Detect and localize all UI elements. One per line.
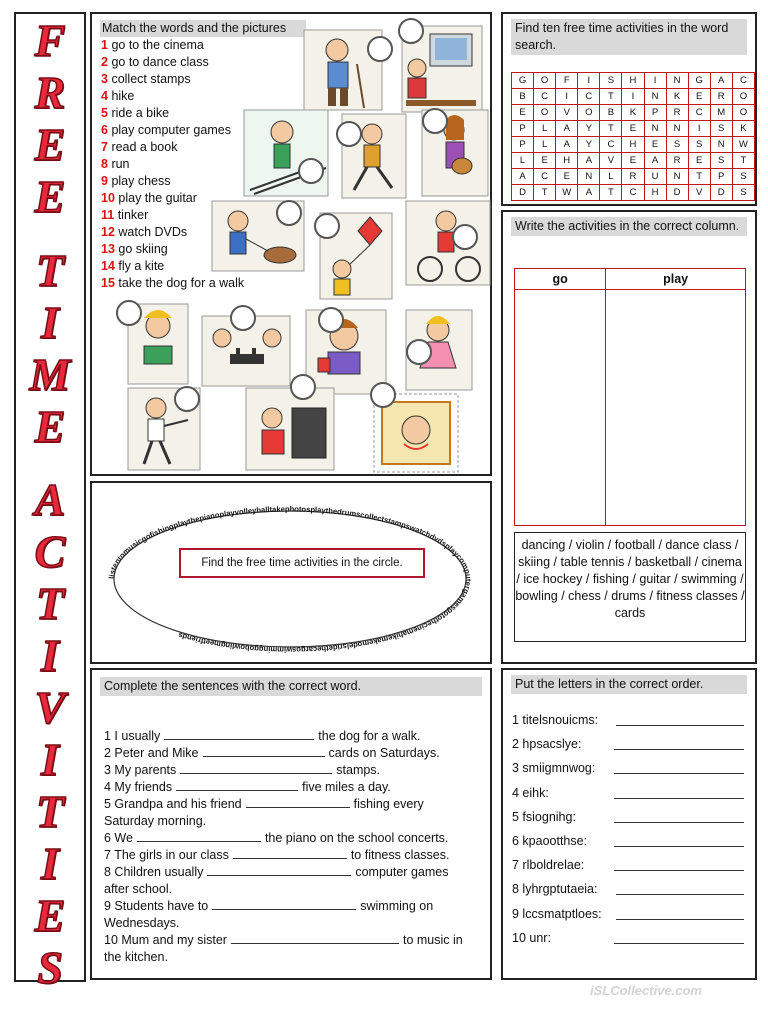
picture-row-1 — [302, 24, 492, 114]
grid-letter[interactable]: N — [666, 73, 688, 89]
circle-instruction: Find the free time activities in the circle. — [179, 548, 425, 578]
activity-text: play chess — [111, 174, 171, 188]
activity-number: 8 — [101, 157, 108, 171]
grid-letter[interactable]: T — [600, 89, 622, 105]
grid-letter[interactable]: S — [710, 153, 732, 169]
sentence — [104, 728, 420, 745]
grid-letter[interactable]: D — [512, 185, 534, 201]
grid-letter[interactable]: O — [578, 105, 600, 121]
sentence-end: the piano on the school concerts. — [264, 831, 449, 845]
sentence-continuation: Saturday morning. — [104, 814, 207, 828]
activity-text: run — [111, 157, 130, 171]
grid-letter[interactable]: R — [622, 169, 644, 185]
title-letter: I — [41, 297, 59, 348]
activity-item — [101, 88, 244, 105]
sentence-start: 7 The girls in our class — [104, 848, 229, 862]
grid-letter[interactable]: Y — [578, 121, 600, 137]
answer-circle[interactable] — [406, 339, 432, 365]
sentence — [104, 762, 380, 779]
grid-letter[interactable]: I — [578, 73, 600, 89]
sentence — [104, 830, 448, 847]
activity-text: watch DVDs — [118, 225, 188, 239]
scrambled-word: 10 unr: — [512, 930, 551, 945]
answer-blank[interactable] — [180, 762, 332, 774]
sentence-end: computer games — [355, 865, 449, 879]
grid-letter[interactable]: C — [534, 89, 556, 105]
grid-letter[interactable]: E — [534, 153, 556, 169]
grid-letter[interactable]: O — [534, 105, 556, 121]
play-column-header: play — [606, 269, 746, 290]
activity-item — [101, 139, 244, 156]
answer-blank[interactable] — [203, 745, 325, 757]
grid-letter[interactable]: I — [622, 89, 644, 105]
picture-row-3 — [210, 199, 492, 304]
grid-letter[interactable]: A — [512, 169, 534, 185]
grid-letter[interactable]: C — [622, 185, 644, 201]
grid-letter[interactable]: N — [644, 89, 666, 105]
answer-blank[interactable] — [233, 847, 347, 859]
svg-text:listentomusicgofishingplaythep — [107, 504, 473, 654]
answer-blank[interactable] — [207, 864, 351, 876]
word-bank: dancing / violin / football / dance class / skiing / table tennis / basketball / cinema / ice hockey / fishing / guitar / swimming / bowling / chess / drums / fitness classes / cards — [514, 532, 746, 642]
title-letter: M — [29, 349, 71, 400]
activity-number: 10 — [101, 191, 115, 205]
vertical-title — [14, 12, 86, 993]
grid-letter[interactable]: S — [732, 185, 754, 201]
go-column-header: go — [515, 269, 606, 290]
grid-letter[interactable]: L — [534, 121, 556, 137]
sentence — [104, 847, 449, 864]
sentence — [104, 898, 433, 932]
match-exercise — [90, 12, 492, 476]
match-instruction: Match the words and the pictures — [100, 20, 306, 37]
grid-letter[interactable]: G — [512, 73, 534, 89]
grid-letter[interactable]: E — [512, 105, 534, 121]
grid-letter[interactable]: O — [732, 105, 754, 121]
activity-item — [101, 105, 244, 122]
grid-letter[interactable]: B — [512, 89, 534, 105]
unscramble-item — [512, 712, 744, 729]
activity-number: 2 — [101, 55, 108, 69]
answer-circle[interactable] — [336, 121, 362, 147]
sentence — [104, 796, 424, 830]
sentence-start: 5 Grandpa and his friend — [104, 797, 242, 811]
grid-letter[interactable]: I — [556, 89, 578, 105]
grid-letter[interactable]: K — [732, 121, 754, 137]
sentence-end: to music in — [402, 933, 463, 947]
title-letter: E — [34, 119, 66, 170]
grid-letter[interactable]: L — [600, 169, 622, 185]
grid-letter[interactable]: D — [666, 185, 688, 201]
activity-item — [101, 122, 244, 139]
unscramble-item — [512, 785, 744, 802]
grid-letter[interactable]: A — [644, 153, 666, 169]
scrambled-word: 9 lccsmatptloes: — [512, 906, 602, 921]
columns-instruction: Write the activities in the correct column. — [511, 217, 747, 236]
sentence-start: 4 My friends — [104, 780, 173, 794]
sentence-end: stamps. — [336, 763, 381, 777]
scrambled-word: 6 kpaootthse: — [512, 834, 588, 848]
title-letter: F — [34, 15, 66, 66]
activity-item — [101, 71, 244, 88]
circle-exercise — [90, 481, 492, 664]
grid-letter[interactable]: M — [710, 105, 732, 121]
circle-letters: listentomusicgofishingplaythepianoplayvolleyballtakephotosplaythedrumscollectstampswatchdvdsplaycomputergamesgotothecinemahikemakemodelsridethecargoswimminggobowlingmeetfriends — [106, 504, 474, 655]
activity-number: 7 — [101, 140, 108, 154]
grid-letter[interactable]: C — [578, 89, 600, 105]
unscramble-instruction: Put the letters in the correct order. — [511, 675, 747, 694]
title-letter: A — [34, 474, 66, 525]
unscramble-item — [512, 906, 744, 923]
grid-letter[interactable]: A — [556, 121, 578, 137]
play-column-cell[interactable] — [606, 290, 746, 526]
title-letter: T — [35, 578, 65, 629]
answer-line[interactable] — [614, 846, 744, 847]
title-letter: I — [41, 734, 59, 785]
title-letter: E — [34, 171, 66, 222]
answer-circle[interactable] — [174, 386, 200, 412]
grid-letter[interactable]: G — [688, 73, 710, 89]
grid-letter[interactable]: P — [644, 105, 666, 121]
answer-circle[interactable] — [230, 305, 256, 331]
grid-letter[interactable]: T — [600, 121, 622, 137]
activity-number: 5 — [101, 106, 108, 120]
activity-text: tinker — [117, 208, 149, 222]
grid-letter[interactable]: E — [622, 121, 644, 137]
activity-text: go to dance class — [111, 55, 209, 69]
grid-letter[interactable]: A — [578, 153, 600, 169]
grid-letter[interactable]: Y — [578, 137, 600, 153]
scrambled-word: 1 titelsnouicms: — [512, 713, 599, 727]
unscramble-item — [512, 833, 744, 850]
unscramble-item — [512, 809, 744, 826]
word-search-exercise — [501, 12, 757, 206]
answer-line[interactable] — [614, 943, 744, 944]
grid-letter[interactable]: T — [688, 169, 710, 185]
answer-circle[interactable] — [367, 36, 393, 62]
columns-exercise — [501, 210, 757, 664]
activity-number: 11 — [101, 208, 115, 222]
grid-letter[interactable]: E — [556, 169, 578, 185]
grid-letter[interactable]: S — [710, 121, 732, 137]
grid-letter[interactable]: O — [534, 73, 556, 89]
unscramble-item — [512, 760, 744, 777]
sentences-instruction: Complete the sentences with the correct word. — [100, 677, 482, 696]
unscramble-item — [512, 857, 744, 874]
grid-letter[interactable]: T — [732, 153, 754, 169]
title-letter: V — [34, 682, 66, 733]
grid-letter[interactable]: C — [688, 105, 710, 121]
title-letter: I — [41, 630, 59, 681]
grid-letter[interactable]: H — [644, 185, 666, 201]
grid-letter[interactable]: S — [732, 169, 754, 185]
sentence-start: 3 My parents — [104, 763, 177, 777]
answer-circle[interactable] — [422, 108, 448, 134]
activity-number: 9 — [101, 174, 108, 188]
answer-circle[interactable] — [318, 307, 344, 333]
answer-circle[interactable] — [116, 300, 142, 326]
activity-number: 14 — [101, 259, 115, 273]
activity-item — [101, 37, 244, 54]
grid-letter[interactable]: H — [622, 73, 644, 89]
sentences-exercise — [90, 668, 492, 980]
sentence-continuation: Wednesdays. — [104, 916, 180, 930]
answer-circle[interactable] — [452, 224, 478, 250]
watermark: iSLCollective.com — [590, 983, 702, 998]
picture-row-2 — [242, 104, 492, 204]
grid-letter[interactable]: R — [710, 89, 732, 105]
unscramble-item — [512, 930, 744, 947]
grid-letter[interactable]: H — [556, 153, 578, 169]
grid-letter[interactable]: N — [578, 169, 600, 185]
activity-number: 13 — [101, 242, 115, 256]
activity-item — [101, 54, 244, 71]
answer-line[interactable] — [614, 822, 744, 823]
grid-letter[interactable]: P — [710, 169, 732, 185]
scrambled-word: 4 eihk: — [512, 785, 549, 800]
answer-blank[interactable] — [176, 779, 298, 791]
grid-letter[interactable]: N — [710, 137, 732, 153]
unscramble-item — [512, 736, 744, 753]
grid-letter[interactable]: C — [534, 169, 556, 185]
answer-circle[interactable] — [370, 382, 396, 408]
activity-item — [101, 173, 244, 190]
activity-text: read a book — [111, 140, 178, 154]
grid-letter[interactable]: W — [556, 185, 578, 201]
answer-blank[interactable] — [137, 830, 261, 842]
grid-letter[interactable]: I — [644, 73, 666, 89]
grid-letter[interactable]: E — [688, 153, 710, 169]
grid-letter[interactable]: L — [512, 153, 534, 169]
answer-circle[interactable] — [276, 200, 302, 226]
sentence-end: cards on Saturdays. — [328, 746, 440, 760]
sentence — [104, 779, 391, 796]
title-letter: S — [37, 942, 63, 993]
grid-letter[interactable]: C — [600, 137, 622, 153]
grid-letter[interactable]: I — [688, 121, 710, 137]
activity-item — [101, 156, 244, 173]
scrambled-word: 8 lyhrgptutaeia: — [512, 882, 598, 897]
activity-number: 6 — [101, 123, 108, 137]
grid-letter[interactable]: T — [600, 185, 622, 201]
sentence-end: the dog for a walk. — [318, 729, 421, 743]
grid-letter[interactable]: B — [600, 105, 622, 121]
grid-letter[interactable]: V — [556, 105, 578, 121]
answer-circle[interactable] — [314, 213, 340, 239]
go-play-table — [514, 268, 746, 526]
grid-letter[interactable]: P — [512, 121, 534, 137]
unscramble-item — [512, 881, 744, 898]
answer-line[interactable] — [614, 798, 744, 799]
answer-line[interactable] — [614, 773, 744, 774]
activity-number: 15 — [101, 276, 115, 290]
answer-line[interactable] — [616, 919, 744, 920]
sentence-start: 8 Children usually — [104, 865, 204, 879]
answer-blank[interactable] — [212, 898, 356, 910]
sentence-start: 6 We — [104, 831, 133, 845]
grid-letter[interactable]: U — [644, 169, 666, 185]
grid-letter[interactable]: W — [732, 137, 754, 153]
title-letter: C — [34, 526, 66, 577]
grid-letter[interactable]: K — [622, 105, 644, 121]
sentence-start: 1 I usually — [104, 729, 161, 743]
title-letter: T — [35, 786, 65, 837]
scrambled-word: 5 fsiognihg: — [512, 809, 576, 824]
word-search-instruction: Find ten free time activities in the word search. — [511, 19, 747, 55]
grid-letter[interactable]: A — [556, 137, 578, 153]
grid-letter[interactable]: R — [666, 153, 688, 169]
cinema-picture — [246, 388, 334, 470]
grid-letter[interactable]: A — [710, 73, 732, 89]
grid-letter[interactable]: R — [666, 105, 688, 121]
activity-text: go to the cinema — [111, 38, 204, 52]
activity-number: 3 — [101, 72, 108, 86]
answer-circle[interactable] — [398, 18, 424, 44]
sentence-continuation: after school. — [104, 882, 173, 896]
grid-letter[interactable]: N — [644, 121, 666, 137]
sentence-end: fishing every — [353, 797, 424, 811]
grid-letter[interactable]: P — [512, 137, 534, 153]
title-letter: T — [35, 245, 65, 296]
word-search-grid — [511, 72, 755, 201]
activity-text: play computer games — [111, 123, 231, 137]
answer-blank[interactable] — [164, 728, 314, 740]
grid-letter[interactable]: F — [556, 73, 578, 89]
activity-text: hike — [111, 89, 135, 103]
grid-letter[interactable]: A — [578, 185, 600, 201]
grid-letter[interactable]: S — [600, 73, 622, 89]
answer-line[interactable] — [616, 894, 744, 895]
activity-text: collect stamps — [111, 72, 191, 86]
scrambled-word: 3 smiigmnwog: — [512, 761, 596, 776]
activity-text: ride a bike — [111, 106, 170, 120]
activity-text: take the dog for a walk — [118, 276, 245, 290]
unscramble-exercise — [501, 668, 757, 980]
grid-letter[interactable]: H — [622, 137, 644, 153]
grid-letter[interactable]: S — [666, 137, 688, 153]
title-letter: E — [34, 890, 66, 941]
answer-blank[interactable] — [231, 932, 399, 944]
grid-letter[interactable]: E — [622, 153, 644, 169]
scrambled-word: 2 hpsacslye: — [512, 737, 582, 752]
sentence — [104, 932, 463, 966]
activity-number: 4 — [101, 89, 108, 103]
activity-number: 1 — [101, 38, 108, 52]
title-letter: I — [41, 838, 59, 889]
grid-letter[interactable]: K — [666, 89, 688, 105]
answer-circle[interactable] — [290, 374, 316, 400]
grid-letter[interactable]: V — [600, 153, 622, 169]
sentence-continuation: the kitchen. — [104, 950, 168, 964]
scrambled-word: 7 rlboldrelae: — [512, 858, 585, 873]
activity-text: go skiing — [118, 242, 168, 256]
sentence-start: 10 Mum and my sister — [104, 933, 227, 947]
answer-blank[interactable] — [246, 796, 350, 808]
grid-letter[interactable]: C — [732, 73, 754, 89]
activity-number: 12 — [101, 225, 115, 239]
activity-text: fly a kite — [118, 259, 165, 273]
sentence-end: five miles a day. — [302, 780, 391, 794]
grid-letter[interactable]: E — [644, 137, 666, 153]
sentence — [104, 864, 448, 898]
grid-letter[interactable]: O — [732, 89, 754, 105]
go-column-cell[interactable] — [515, 290, 606, 526]
sentence-start: 9 Students have to — [104, 899, 209, 913]
answer-line[interactable] — [614, 870, 744, 871]
title-letter: R — [34, 67, 66, 118]
grid-letter[interactable]: T — [534, 185, 556, 201]
answer-circle[interactable] — [298, 158, 324, 184]
grid-letter[interactable]: N — [666, 121, 688, 137]
grid-letter[interactable]: E — [688, 89, 710, 105]
grid-letter[interactable]: S — [688, 137, 710, 153]
grid-letter[interactable]: L — [534, 137, 556, 153]
answer-line[interactable] — [616, 725, 744, 726]
grid-letter[interactable]: V — [688, 185, 710, 201]
title-letter: E — [34, 401, 66, 452]
answer-line[interactable] — [614, 749, 744, 750]
sentence-end: swimming on — [360, 899, 434, 913]
sentence-end: to fitness classes. — [350, 848, 450, 862]
grid-letter[interactable]: N — [666, 169, 688, 185]
sentence — [104, 745, 440, 762]
activity-text: play the guitar — [118, 191, 197, 205]
bike-picture — [406, 201, 490, 285]
grid-letter[interactable]: D — [710, 185, 732, 201]
sentence-start: 2 Peter and Mike — [104, 746, 199, 760]
